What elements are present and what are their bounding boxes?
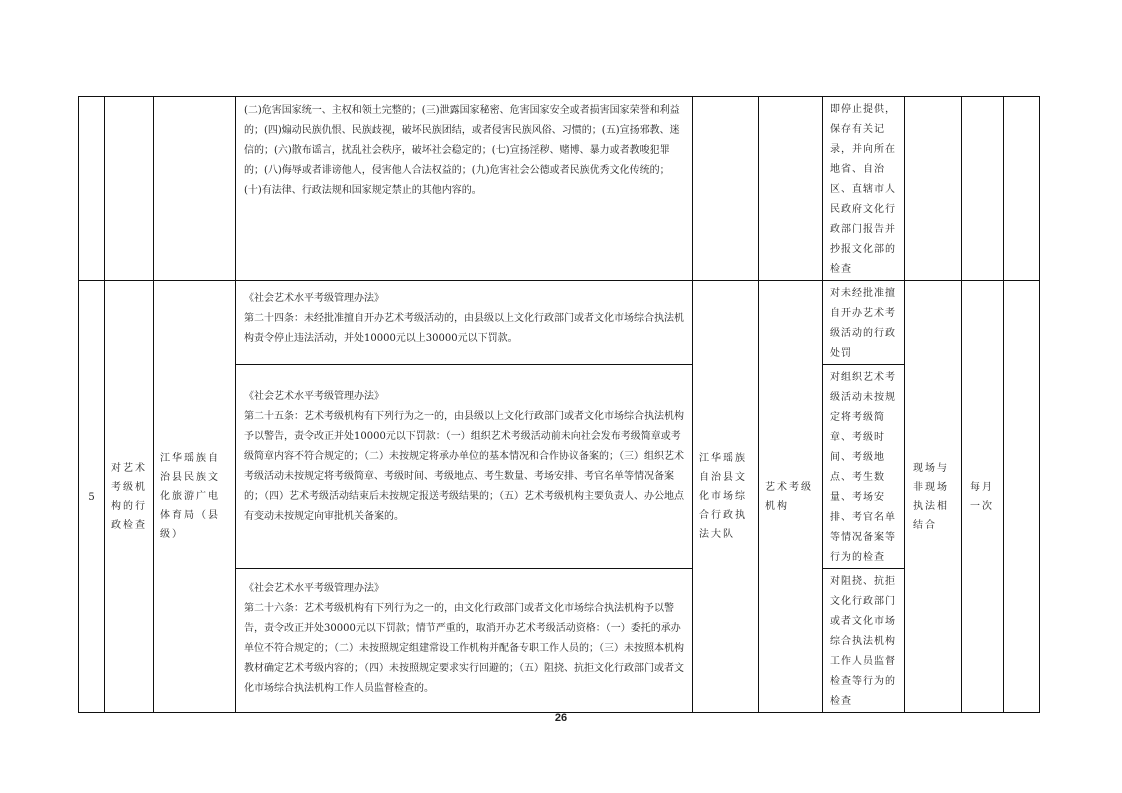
basis-text: 第二十六条：艺术考级机构有下列行为之一的，由文化行政部门或者文化市场综合执法机构予以警告，责令改正并处30000元以下罚款；情节严重的，取消开办艺术考级活动资格：（一）委托的承办单位不符合规定的；（二）未按照规定组建常设工作机构并配备专职工作人员的；（三）未按照本机构教材确定艺术考级内容的；（四）未按照规定要求实行回避的；（五）阻挠、抗拒文化行政部门或者文化市场综合执法机构工作人员监督检查的。 <box>244 603 684 694</box>
basis-cell <box>236 365 693 569</box>
enforcer: 江华瑶族自治县文化市场综合行政执法大队 <box>699 453 747 540</box>
frequency: 每月一次 <box>970 481 994 512</box>
index-cell <box>79 97 105 281</box>
action-text: 即停止提供，保存有关记录，并向所在地省、自治区、直辖市人民政府文化行政部门报告并抄报文化部的检查 <box>830 104 896 275</box>
method-cell <box>905 97 962 281</box>
action-text: 对未经批准擅自开办艺术考级活动的行政处罚 <box>830 288 896 359</box>
enforcement-table <box>78 96 1040 713</box>
enforcer-cell <box>693 281 759 713</box>
action-cell <box>823 281 905 365</box>
remark-cell <box>1004 281 1040 713</box>
method-cell <box>905 281 962 713</box>
authority: 江华瑶族自治县民族文化旅游广电体育局（县级） <box>160 453 220 540</box>
basis-source: 《社会艺术水平考级管理办法》 <box>244 583 384 594</box>
basis-cell <box>236 569 693 713</box>
row-index: 5 <box>88 492 95 503</box>
frequency-cell <box>962 97 1004 281</box>
table-row <box>79 281 1040 365</box>
authority-cell <box>154 97 236 281</box>
basis-text: (二)危害国家统一、主权和领土完整的；(三)泄露国家秘密、危害国家安全或者损害国家荣誉和利益的；(四)煽动民族仇恨、民族歧视，破坏民族团结，或者侵害民族风俗、习惯的；(五)宣扬邪教、迷信的；(六)散布谣言，扰乱社会秩序，破坏社会稳定的；(七)宣扬淫秽、赌博、暴力或者教唆犯罪的；(八)侮辱或者诽谤他人，侵害他人合法权益的；(九)危害社会公德或者民族优秀文化传统的；(十)有法律、行政法规和国家规定禁止的其他内容的。 <box>244 105 680 196</box>
basis-cell <box>236 97 693 281</box>
item-name: 对艺术考级机构的行政检查 <box>111 462 147 531</box>
action-cell <box>823 97 905 281</box>
basis-source: 《社会艺术水平考级管理办法》 <box>244 293 384 304</box>
table-row-continued <box>79 97 1040 281</box>
item-name-cell <box>105 281 154 713</box>
enforcer-cell <box>693 97 759 281</box>
frequency-cell <box>962 281 1004 713</box>
basis-source: 《社会艺术水平考级管理办法》 <box>244 391 384 402</box>
method: 现场与非现场执法相结合 <box>913 462 949 531</box>
target: 艺术考级机构 <box>765 481 813 512</box>
basis-text: 第二十四条：未经批准擅自开办艺术考级活动的，由县级以上文化行政部门或者文化市场综合执法机构责令停止违法活动，并处10000元以上30000元以下罚款。 <box>244 313 684 344</box>
action-cell <box>823 365 905 569</box>
page-number: 26 <box>554 712 568 724</box>
action-text: 对阻挠、抗拒文化行政部门或者文化市场综合执法机构工作人员监督检查等行为的检查 <box>830 576 896 707</box>
basis-text: 第二十五条：艺术考级机构有下列行为之一的，由县级以上文化行政部门或者文化市场综合执法机构予以警告，责令改正并处10000元以下罚款：（一）组织艺术考级活动前未向社会发布考级简章或考级简章内容不符合规定的；（二）未按规定将承办单位的基本情况和合作协议备案的；（三）组织艺术考级活动未按规定将考级简章、考级时间、考级地点、考生数量、考场安排、考官名单等情况备案的；（四）艺术考级活动结束后未按规定报送考级结果的；（五）艺术考级机构主要负责人、办公地点有变动未按规定向审批机关备案的。 <box>244 411 684 522</box>
remark-cell <box>1004 97 1040 281</box>
authority-cell <box>154 281 236 713</box>
index-cell <box>79 281 105 713</box>
action-cell <box>823 569 905 713</box>
item-name-cell <box>105 97 154 281</box>
target-cell <box>759 281 823 713</box>
basis-cell <box>236 281 693 365</box>
action-text: 对组织艺术考级活动未按规定将考级简章、考级时间、考级地点、考生数量、考场安排、考官名单等情况备案等行为的检查 <box>830 372 896 563</box>
target-cell <box>759 97 823 281</box>
